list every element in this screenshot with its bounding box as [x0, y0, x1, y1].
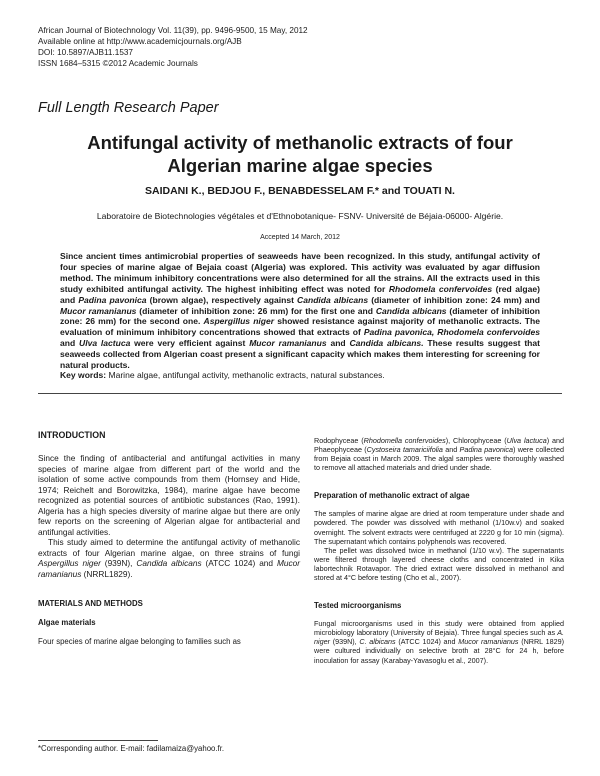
title-line-1: Antifungal activity of methanolic extracts of four [87, 132, 513, 153]
algae-materials-text: Four species of marine algae belonging to families such as [38, 637, 241, 646]
species-name: Aspergillus niger [38, 558, 101, 568]
abstract-text: were very efficient against [130, 338, 250, 349]
species-name: Candida albicans [297, 294, 369, 305]
footnote-divider [38, 740, 158, 741]
species-name: Padina pavonica [78, 294, 147, 305]
abstract-text: Since ancient times antimicrobial properties of seaweeds have been recognized. In this study, antifungal activity of four species of marine algae of Bejaia coast (Algeria) was explored. This activity was evaluated by agar diffusion method. The minimum inhibitory concentrations were also determined for all the strains. All the extracts used in this study exhibited antifungal activity. The highest inhibiting effect was noted for [60, 251, 540, 294]
body-text: ) and Phaeophyceae ( [314, 436, 565, 455]
body-text: (939N), [329, 637, 360, 647]
species-name: Padina pavonica [459, 445, 514, 455]
abstract [60, 251, 540, 371]
species-name: Candida albicans [375, 305, 447, 316]
species-name: Cystoseira tamariciifolia [366, 445, 443, 455]
species-name: Candida albicans [136, 558, 202, 568]
keywords-text: Marine algae, antifungal activity, methanolic extracts, natural substances. [106, 370, 385, 380]
body-text: This study aimed to determine the antifungal activity of methanolic extracts of four Algerian marine algae, on three strains of fungi [38, 537, 300, 558]
species-name: Aspergillus niger [203, 316, 275, 327]
issn-line: ISSN 1684–5315 ©2012 Academic Journals [38, 59, 198, 68]
doi-line: DOI: 10.5897/AJB11.1537 [38, 48, 133, 57]
abstract-text: (diameter of inhibition zone: 26 mm) for the second one. [60, 305, 540, 327]
species-name: Rhodomella confervoides [363, 436, 446, 445]
left-column [38, 430, 300, 648]
accepted-date: Accepted 14 March, 2012 [260, 234, 340, 241]
species-name: Mucor ramanianus [38, 558, 300, 579]
preparation-paragraph: The samples of marine algae are dried at room temperature under shade and powdered. The powder was dissolved with methanol (1/10w.v) and soaked overnight. The solvent extracts were centrifuged at 2220 g for 10 min (sigma). The supernatant which contains polyphenols was recovered. [314, 509, 564, 546]
abstract-text: and [60, 338, 80, 349]
body-text: (ATCC 1024) and [201, 558, 277, 568]
journal-citation: African Journal of Biotechnology Vol. 11(39), pp. 9496-9500, 15 May, 2012 [38, 26, 308, 35]
body-text: (NRRL 1829) were cultured individually on selective broth at 28°C for 24 h, before inoculation for assay (Karabay-Yavasoglu et al., 2007). [314, 637, 564, 665]
algae-materials-heading: Algae materials [38, 618, 96, 627]
body-text: ), Chlorophyceae ( [445, 436, 507, 445]
body-text: ) were collected from Bejaia coast in March 2009. The algal samples were thoroughly washed to remove all attached materials and dried under shade. [314, 445, 564, 473]
body-text: and [442, 445, 460, 455]
species-name: Ulva lactuca [79, 338, 131, 349]
corresponding-author-footnote: *Corresponding author. E-mail: fadilamaiza@yahoo.fr. [38, 744, 225, 753]
affiliation: Laboratoire de Biotechnologies végétales et d'Ethnobotanique- FSNV- Université de Béjaia-06000- Algérie. [96, 211, 504, 221]
body-text: (939N), [100, 558, 137, 568]
species-name: Mucor ramanianus [458, 637, 519, 647]
abstract-text: (diameter of inhibition zone: 24 mm) and [368, 294, 540, 305]
species-name: Mucor ramanianus [249, 338, 327, 349]
abstract-text: (brown algae), respectively against [146, 294, 298, 305]
abstract-text: (red algae) and [60, 283, 540, 305]
availability-line: Available online at http://www.academicjournals.org/AJB [38, 37, 242, 46]
body-text: (NRRL1829). [81, 568, 133, 579]
species-name: Padina pavonica, Rhodomela confervoides [363, 327, 540, 338]
title-line-2: Algerian marine algae species [167, 155, 433, 176]
paper-title [38, 131, 562, 177]
right-column [314, 436, 564, 665]
species-name: Candida albicans. [349, 338, 424, 349]
preparation-paragraph: The pellet was dissolved twice in methanol (1/10 w.v). The supernatants were filtered through layered cheese cloths and concentrated in Kika labortechnik Rotavapor. The dried extract were dissolved in methanol and stored at 4°C before testing (Cho et al., 2007). [314, 545, 564, 583]
body-text: Fungal microorganisms used in this study were obtained from applied microbiology laboratory (University of Bejaia). Three fungal species such as [314, 619, 564, 638]
microorganisms-heading: Tested microorganisms [314, 601, 402, 611]
keywords [60, 370, 540, 380]
materials-methods-heading: MATERIALS AND METHODS [38, 599, 143, 608]
paper-type: Full Length Research Paper [38, 100, 219, 116]
species-name: Rhodomela confervoides [388, 283, 493, 294]
author-list: SAIDANI K., BEDJOU F., BENABDESSELAM F.* and TOUATI N. [145, 185, 455, 197]
abstract-text: These results suggest that seaweeds collected from Algerian coast present a significant capacity which makes them interesting for screening for natural products. [60, 338, 540, 371]
algae-collection-paragraph [314, 436, 564, 472]
body-text: Rodophyceae ( [314, 436, 364, 445]
body-text: (ATCC 1024) and [395, 637, 459, 647]
section-divider [38, 393, 562, 394]
abstract-text: (diameter of inhibition zone: 26 mm) for the first one and [136, 305, 376, 316]
abstract-text: and [326, 338, 350, 349]
microorganisms-paragraph [314, 619, 564, 664]
intro-paragraph [38, 537, 300, 579]
species-name: A. niger [314, 628, 564, 647]
species-name: C. albicans [359, 637, 396, 647]
intro-paragraph: Since the finding of antibacterial and antifungal activities in many species of marine algae from different part of the world and the isolation of some active compounds from them (Hornsey and Hide, 1974; Reichelt and Borowitzka, 1984), marine algae have become recognized as potential sources of antibiotic substances (Rao, 1991). Algeria has a high species diversity of marine algae but there are only few reports on the screening of Algerian algae for antibacterial and antifungal activities. [38, 453, 300, 537]
preparation-heading: Preparation of methanolic extract of algae [314, 491, 470, 501]
introduction-heading: INTRODUCTION [38, 430, 106, 440]
keywords-label: Key words: [60, 370, 107, 380]
abstract-text: showed resistance against majority of methanolic extracts. The evaluation of minimum inhibitory concentrations showed that extracts of [60, 316, 540, 338]
species-name: Mucor ramanianus [60, 305, 137, 316]
journal-header [38, 25, 308, 69]
species-name: Ulva lactuca [506, 436, 547, 445]
